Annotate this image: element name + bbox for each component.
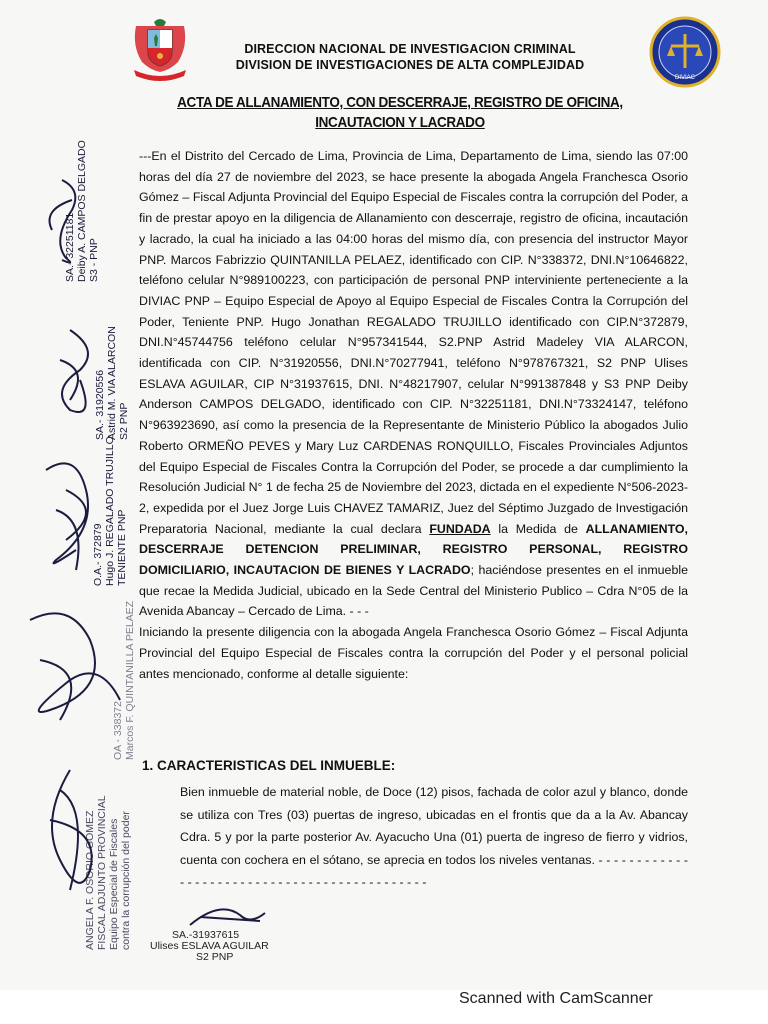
bottom-signature-rank: S2 PNP [196, 951, 234, 963]
stamp-line: Marcos F. QUINTANILLA PELAEZ [124, 600, 136, 760]
stamp-line: SA.- 32251181 [64, 212, 76, 282]
stamp-line: ANGELA F. OSORIO GOMEZ [84, 810, 96, 950]
body-paragraph-2: Iniciando la presente diligencia con la abogada Angela Franchesca Osorio Gómez – Fiscal Adjunta Provincial del Equipo Especial de Fiscales contra la corrupción del Poder y el personal policial antes mencionado, conforme al detalle siguiente: [139, 625, 688, 681]
margin-stamp-1 [64, 140, 100, 282]
body-text-p1b: la Medida de [490, 521, 586, 536]
stamp-line: TENIENTE PNP [116, 509, 128, 586]
stamp-line: S3 - PNP [88, 238, 100, 282]
fundada-keyword: FUNDADA [429, 521, 491, 536]
stamp-line: OA - 338372 [112, 701, 124, 760]
bottom-signature-name: Ulises ESLAVA AGUILAR [150, 940, 269, 952]
margin-stamp-5 [84, 795, 132, 950]
section-1-heading: 1. CARACTERISTICAS DEL INMUEBLE: [142, 758, 396, 773]
bottom-signature-block [150, 930, 269, 963]
margin-stamp-2 [94, 326, 130, 440]
stamp-line: Hugo J. REGALADO TRUJILLO [104, 436, 116, 586]
diviac-badge-icon [641, 16, 729, 88]
document-header [200, 41, 620, 73]
section-1-body [180, 781, 688, 894]
body-paragraph-1 [139, 146, 688, 622]
camscanner-watermark: Scanned with CamScanner [459, 990, 653, 1007]
header-line-1: DIRECCION NACIONAL DE INVESTIGACION CRIMINAL [244, 42, 576, 56]
stamp-line: Astrid M. VIA ALARCON [106, 326, 118, 440]
measure-list: ALLANAMIENTO, DESCERRAJE DETENCION PRELIMINAR, REGISTRO PERSONAL, REGISTRO DOMICILIARIO, INCAUTACION DE BIENES Y LACRADO [139, 521, 688, 578]
stamp-line: O.A.- 372879 [92, 523, 104, 586]
document-title [166, 93, 634, 133]
body-text-p1a: ---En el Distrito del Cercado de Lima, Provincia de Lima, Departamento de Lima, siendo las 07:00 horas del día 27 de noviembre del 2023, se hace presente la abogada Angela Franchesca Osorio Gómez – Fiscal Adjunta Provincial del Equipo Especial de Fiscales contra la corrupción del Poder, a fin de prestar apoyo en la diligencia de Allanamiento con descerraje, registro de oficina, incautación y lacrado, la cual ha iniciado a las 04:00 horas del mismo día, con presencia del instructor Mayor PNP. Marcos Fabrizzio QUINTANILLA PELAEZ, identificado con CIP. N°338372, DNI.N°10646822, teléfono celular N°989100223, con participación de personal PNP interviniente perteneciente a la DIVIAC PNP – Equipo Especial de Apoyo al Equipo Especial de Fiscales Contra la Corrupción del Poder, Teniente PNP. Hugo Jonathan REGALADO TRUJILLO identificado con CIP.N°372879, DNI.N°45744756 teléfono celular N°957341544, S2.PNP Astrid Madeley VIA ALARCON, identificada con CIP. N°31920556, DNI.N°70277941, teléfono N°978767321, S2 PNP Ulises ESLAVA AGUILAR, CIP N°31937615, DNI. N°48217907, celular N°991387848 y S3 PNP Deiby Anderson CAMPOS DELGADO, identificado con CIP. N°32251181, DNI.N°73324147, teléfono N°963923690, así como la presencia de la Representante de Ministerio Público la abogados Julio Roberto ORMEÑO PEVES y Mary Luz CARDENAS RONQUILLO, Fiscales Provinciales Adjuntos del Equipo Especial de Fiscales Contra la Corrupción del Poder, se procede a dar cumplimiento la Resolución Judicial N° 1 de fecha 25 de Noviembre del 2023, dictada en el expediente N°506-2023-2, expedida por el Juez Jorge Luis CHAVEZ TAMARIZ, Juez del Séptimo Juzgado de Investigación Preparatoria Nacional, mediante la cual declara [139, 149, 688, 536]
title-line-2: INCAUTACION Y LACRADO [315, 114, 485, 131]
stamp-line: SA.- 31920556 [94, 369, 106, 440]
document-body [139, 146, 688, 684]
stamp-line: FISCAL ADJUNTO PROVINCIAL [96, 795, 108, 950]
body-text-p1c: ; haciéndose presentes en el inmueble que recae la Medida Judicial, ubicado en la Sede Central del Ministerio Publico – Cdra N°05 de la Avenida Abancay – Cercado de Lima. - - - [139, 563, 688, 619]
stamp-line: contra la corrupción del poder [120, 811, 132, 950]
bottom-signature-cip: SA.-31937615 [172, 929, 240, 941]
stamp-line: Deiby A. CAMPOS DELGADO [76, 140, 88, 282]
diviac-badge-label: DIVIAC [674, 75, 696, 81]
margin-stamp-3 [92, 436, 128, 586]
stamp-line: Equipo Especial de Fiscales [108, 818, 120, 950]
section-1-text: Bien inmueble de material noble, de Doce (12) pisos, fachada de color azul y blanco, donde se utiliza con Tres (03) puertas de ingreso, ubicadas en el frontis que da a la Av. Abancay Cdra. 5 y por la parte posterior Av. Ayacucho Una (01) puerta de ingreso de fierro y vidrios, cuenta con cochera en el sótano, se aprecia en todos los niveles ventanas. - - - - - - - - - - - - - - - - - - - - - - - - - - - - - - - - - - - - - - - - - - - - - [180, 785, 688, 889]
margin-stamp-4 [112, 601, 136, 760]
stamp-line: S2 PNP [118, 402, 130, 440]
title-line-1: ACTA DE ALLANAMIENTO, CON DESCERRAJE, REGISTRO DE OFICINA, [177, 94, 623, 111]
header-line-2: DIVISION DE INVESTIGACIONES DE ALTA COMPLEJIDAD [235, 58, 585, 72]
peru-coat-of-arms-icon [128, 16, 192, 82]
